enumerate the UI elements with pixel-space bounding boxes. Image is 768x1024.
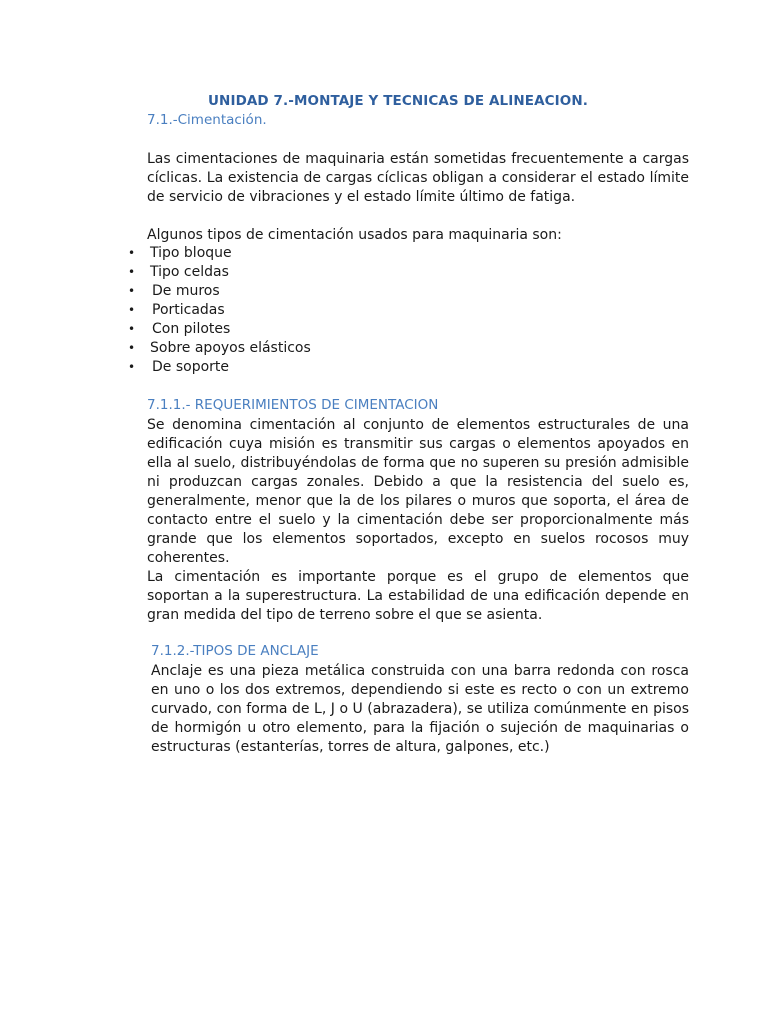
list-item <box>128 301 311 320</box>
list-item <box>128 320 311 339</box>
bullet-icon: • <box>128 341 136 355</box>
paragraph-definicion-cimentacion: Se denomina cimentación al conjunto de elementos estructurales de una edificación cuya misión es transmitir sus cargas o elementos apoyados en ella al suelo, distribuyéndolas de forma que no superen su presión admisible ni produzcan cargas zonales. Debido a que la resistencia del suelo es, generalmente, menor que la de los pilares o muros que soporta, el área de contacto entre el suelo y la cimentación debe ser proporcionalmente más grande que los elementos soportados, excepto en suelos rocosos muy coherentes. <box>147 417 689 566</box>
paragraph-definicion-anclaje: Anclaje es una pieza metálica construida con una barra redonda con rosca en uno o los dos extremos, dependiendo si este es recto o con un extremo curvado, con forma de L, J o U (abrazadera), se utiliza comúnmente en pisos de hormigón u otro elemento, para la fijación o sujeción de maquinarias o estructuras (estanterías, torres de altura, galpones, etc.) <box>151 663 689 755</box>
list-item-label: De soporte <box>152 359 230 375</box>
list-item-label: Tipo bloque <box>150 245 232 261</box>
list-item <box>128 282 311 301</box>
section-heading-anclaje: 7.1.2.-TIPOS DE ANCLAJE <box>151 643 319 659</box>
bullet-icon: • <box>128 265 136 279</box>
list-item-label: Sobre apoyos elásticos <box>150 340 311 356</box>
list-item <box>128 263 311 282</box>
unit-title: UNIDAD 7.-MONTAJE Y TECNICAS DE ALINEACION. <box>208 93 588 109</box>
bullet-icon: • <box>128 303 136 317</box>
list-item-label: Tipo celdas <box>150 264 229 280</box>
bullet-icon: • <box>128 284 136 298</box>
section-heading-cimentacion: 7.1.-Cimentación. <box>147 112 267 128</box>
paragraph-importancia-cimentacion: La cimentación es importante porque es el grupo de elementos que soportan a la superestructura. La estabilidad de una edificación depende en gran medida del tipo de terreno sobre el que se asienta. <box>147 569 689 623</box>
paragraph-tipos-intro: Algunos tipos de cimentación usados para maquinaria son: <box>147 227 562 243</box>
section-heading-requerimientos: 7.1.1.- REQUERIMIENTOS DE CIMENTACION <box>147 397 439 413</box>
bullet-icon: • <box>128 360 136 374</box>
list-item-label: De muros <box>152 283 220 299</box>
foundation-types-list <box>128 244 311 377</box>
list-item <box>128 339 311 358</box>
bullet-icon: • <box>128 322 136 336</box>
list-item <box>128 244 311 263</box>
paragraph-cimentaciones-maquinaria: Las cimentaciones de maquinaria están sometidas frecuentemente a cargas cíclicas. La existencia de cargas cíclicas obligan a considerar el estado límite de servicio de vibraciones y el estado límite último de fatiga. <box>147 151 689 205</box>
bullet-icon: • <box>128 246 136 260</box>
list-item <box>128 358 311 377</box>
list-item-label: Porticadas <box>152 302 225 318</box>
list-item-label: Con pilotes <box>152 321 231 337</box>
